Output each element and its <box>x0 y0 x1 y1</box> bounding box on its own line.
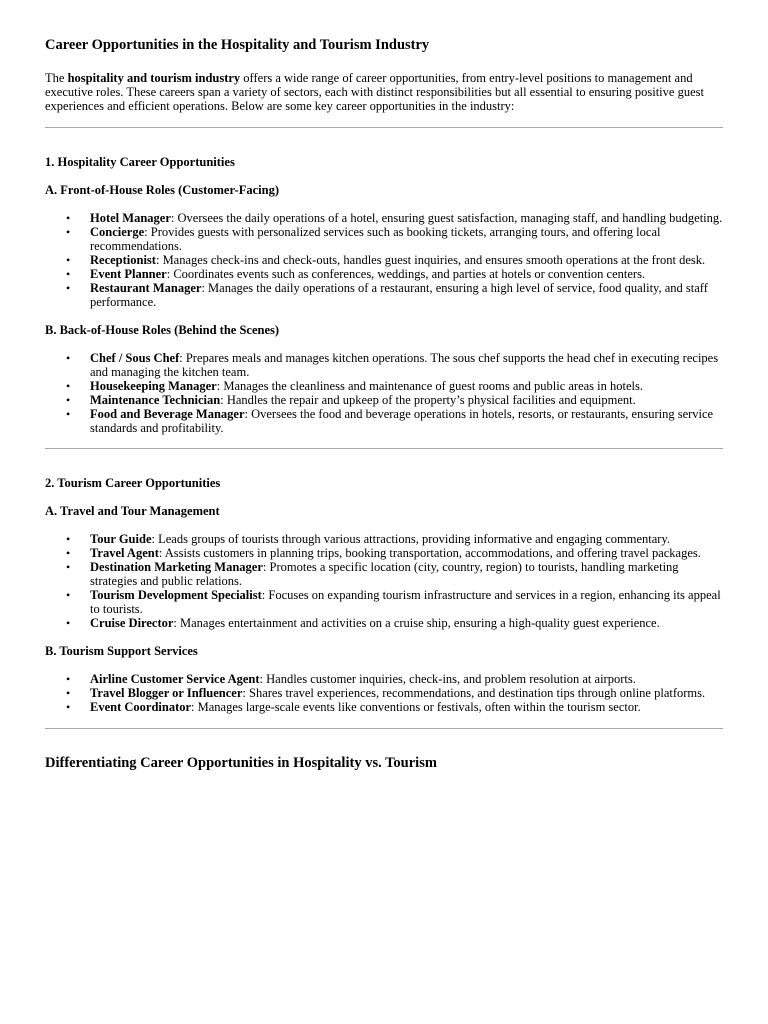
list-back-of-house <box>45 351 723 435</box>
bullet-icon: • <box>66 616 71 630</box>
item-term: Receptionist <box>90 253 156 267</box>
subsection-heading-front-of-house: A. Front-of-House Roles (Customer-Facing) <box>45 183 279 197</box>
bullet-icon: • <box>66 211 71 225</box>
item-term: Housekeeping Manager <box>90 379 217 393</box>
list-item <box>66 588 723 616</box>
list-item <box>66 560 723 588</box>
list-item <box>66 267 723 281</box>
list-item <box>66 532 723 546</box>
intro-prefix: The <box>45 71 68 85</box>
list-item <box>66 351 723 379</box>
bullet-icon: • <box>66 351 71 365</box>
item-description: : Coordinates events such as conferences, weddings, and parties at hotels or convention centers. <box>166 267 646 281</box>
bullet-icon: • <box>66 407 71 421</box>
list-item <box>66 616 723 630</box>
list-item <box>66 211 723 225</box>
item-description: : Oversees the daily operations of a hotel, ensuring guest satisfaction, managing staff, and handling budgeting. <box>170 211 723 225</box>
list-item <box>66 225 723 253</box>
item-description: : Manages the daily operations of a restaurant, ensuring a high level of service, food quality, and staff performance. <box>90 281 708 309</box>
bullet-icon: • <box>66 532 71 546</box>
bullet-icon: • <box>66 281 71 295</box>
list-item <box>66 686 723 700</box>
item-term: Travel Blogger or Influencer <box>90 686 243 700</box>
bullet-icon: • <box>66 379 71 393</box>
document-title: Career Opportunities in the Hospitality and Tourism Industry <box>45 37 430 53</box>
item-description: : Handles the repair and upkeep of the property’s physical facilities and equipment. <box>220 393 636 407</box>
section-divider <box>45 448 723 449</box>
list-item <box>66 393 723 407</box>
item-description: : Manages large-scale events like conventions or festivals, often within the tourism sector. <box>191 700 641 714</box>
list-item <box>66 672 723 686</box>
list-item <box>66 281 723 309</box>
subsection-heading-travel-tour: A. Travel and Tour Management <box>45 504 220 518</box>
section-heading-tourism: 2. Tourism Career Opportunities <box>45 476 221 490</box>
bullet-icon: • <box>66 393 71 407</box>
item-description: : Promotes a specific location (city, country, region) to tourists, handling marketing strategies and public relations. <box>90 560 679 588</box>
item-description: : Prepares meals and manages kitchen operations. The sous chef supports the head chef in executing recipes and managing the kitchen team. <box>90 351 719 379</box>
item-description: : Manages check-ins and check-outs, handles guest inquiries, and ensures smooth operations at the front desk. <box>155 253 706 267</box>
list-front-of-house <box>45 211 723 309</box>
item-term: Restaurant Manager <box>90 281 202 295</box>
item-term: Maintenance Technician <box>90 393 221 407</box>
item-description: : Leads groups of tourists through various attractions, providing informative and engaging commentary. <box>151 532 671 546</box>
item-description: : Oversees the food and beverage operations in hotels, resorts, or restaurants, ensuring service standards and profitability. <box>90 407 714 435</box>
item-term: Destination Marketing Manager <box>90 560 263 574</box>
item-description: : Manages the cleanliness and maintenance of guest rooms and public areas in hotels. <box>216 379 643 393</box>
list-item <box>66 700 723 714</box>
intro-bold-phrase: hospitality and tourism industry <box>67 71 241 85</box>
list-item <box>66 407 723 435</box>
item-term: Concierge <box>90 225 145 239</box>
item-term: Food and Beverage Manager <box>90 407 245 421</box>
intro-suffix: offers a wide range of career opportunities, from entry-level positions to management and executive roles. These careers span a variety of sectors, each with distinct responsibilities but all essential to ensuring positive guest experiences and efficient operations. Below are some key career opportunities in the industry: <box>45 71 704 113</box>
bullet-icon: • <box>66 672 71 686</box>
section-divider <box>45 127 723 128</box>
list-travel-tour <box>45 532 723 630</box>
item-term: Airline Customer Service Agent <box>90 672 260 686</box>
list-item <box>66 253 723 267</box>
intro-paragraph <box>45 71 723 113</box>
bullet-icon: • <box>66 700 71 714</box>
item-term: Chef / Sous Chef <box>90 351 180 365</box>
item-description: : Focuses on expanding tourism infrastructure and services in a region, enhancing its appeal to tourists. <box>90 588 721 616</box>
item-description: : Shares travel experiences, recommendations, and destination tips through online platforms. <box>242 686 706 700</box>
item-term: Tour Guide <box>90 532 152 546</box>
list-item <box>66 379 723 393</box>
bullet-icon: • <box>66 686 71 700</box>
item-term: Event Coordinator <box>90 700 192 714</box>
bullet-icon: • <box>66 225 71 239</box>
section-divider <box>45 728 723 729</box>
subsection-heading-tourism-support: B. Tourism Support Services <box>45 644 198 658</box>
item-term: Hotel Manager <box>90 211 171 225</box>
item-term: Event Planner <box>90 267 167 281</box>
bullet-icon: • <box>66 546 71 560</box>
item-description: : Handles customer inquiries, check-ins, and problem resolution at airports. <box>259 672 636 686</box>
item-term: Cruise Director <box>90 616 174 630</box>
bullet-icon: • <box>66 267 71 281</box>
item-term: Travel Agent <box>90 546 159 560</box>
comparison-heading: Differentiating Career Opportunities in Hospitality vs. Tourism <box>45 755 437 771</box>
section-heading-hospitality: 1. Hospitality Career Opportunities <box>45 155 235 169</box>
bullet-icon: • <box>66 253 71 267</box>
item-description: : Provides guests with personalized services such as booking tickets, arranging tours, and offering local recommendations. <box>90 225 661 253</box>
bullet-icon: • <box>66 560 71 574</box>
subsection-heading-back-of-house: B. Back-of-House Roles (Behind the Scenes) <box>45 323 280 337</box>
item-description: : Assists customers in planning trips, booking transportation, accommodations, and offering travel packages. <box>158 546 701 560</box>
item-term: Tourism Development Specialist <box>90 588 262 602</box>
bullet-icon: • <box>66 588 71 602</box>
list-item <box>66 546 723 560</box>
list-tourism-support <box>45 672 723 714</box>
item-description: : Manages entertainment and activities on a cruise ship, ensuring a high-quality guest experience. <box>173 616 660 630</box>
